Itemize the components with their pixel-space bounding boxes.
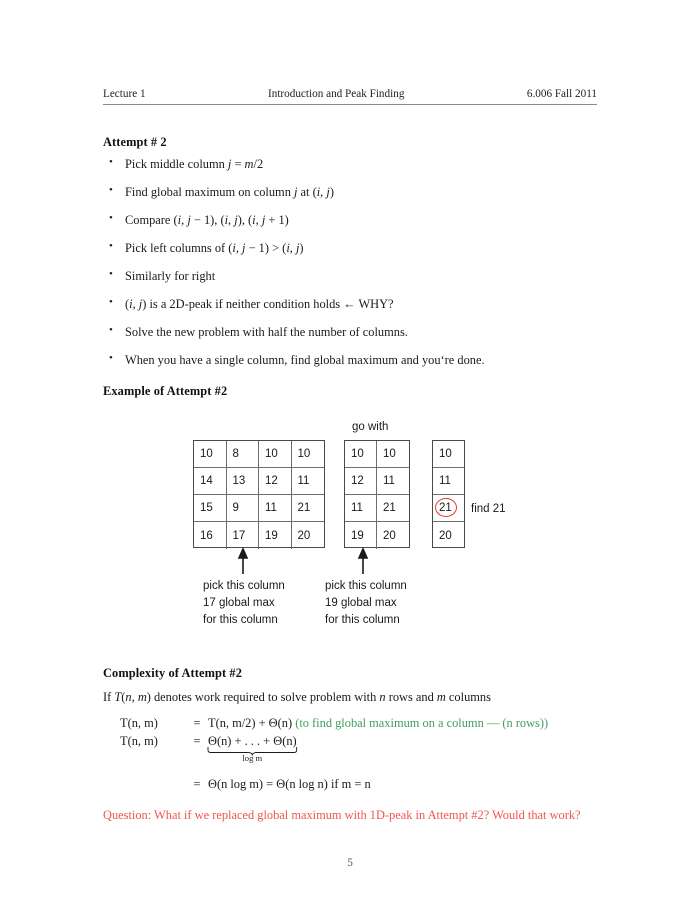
matrix-cell: 8 <box>227 441 260 468</box>
list-item: • When you have a single column, find global maximum and you‘re done. <box>103 354 597 382</box>
matrix-cell: 11 <box>377 468 409 495</box>
table-row <box>194 468 324 495</box>
equation-2-expression: Θ(n) + . . . + Θ(n) <box>208 734 297 748</box>
running-head-left: Lecture 1 <box>103 88 146 100</box>
matrix-full <box>193 440 325 548</box>
table-row <box>345 495 409 522</box>
arrow-head-right <box>359 549 367 558</box>
equation-2-equals: = <box>193 734 201 748</box>
table-row <box>433 468 464 495</box>
example-heading: Example of Attempt #2 <box>103 384 228 398</box>
matrix-cell: 17 <box>227 522 260 549</box>
caption-left-line2: 17 global max <box>203 597 275 609</box>
list-item: • Similarly for right <box>103 270 597 298</box>
caption-left-line1: pick this column <box>203 580 285 592</box>
complexity-heading: Complexity of Attempt #2 <box>103 666 243 680</box>
question-note: Question: What if we replaced global maximum with 1D-peak in Attempt #2? Would that work? <box>103 808 581 822</box>
attempt-bullet-list <box>103 158 597 382</box>
matrix-cell: 12 <box>345 468 377 495</box>
equation-row-1 <box>120 716 548 734</box>
arrow-head-left <box>239 549 247 558</box>
table-row <box>433 441 464 468</box>
complexity-intro: If T(n, m) denotes work required to solve problem with n rows and m columns <box>103 690 491 704</box>
list-item: • Compare (i, j − 1), (i, j), (i, j + 1) <box>103 214 597 242</box>
matrix-cell: 11 <box>433 468 464 495</box>
matrix-cell: 12 <box>259 468 292 495</box>
underbrace-label: log m <box>242 753 263 763</box>
matrix-cell: 11 <box>259 495 292 522</box>
go-with-label: go with <box>352 421 389 433</box>
find-value-label: find 21 <box>471 503 506 515</box>
underbrace-group <box>208 734 297 763</box>
page-number: 5 <box>347 857 353 869</box>
header-rule <box>103 104 597 105</box>
list-item: • Find global maximum on column j at (i, j) <box>103 186 597 214</box>
equation-1-lhs: T(n, m) <box>120 716 158 730</box>
caption-right <box>325 578 407 629</box>
running-head-center: Introduction and Peak Finding <box>268 88 405 100</box>
attempt-heading: Attempt # 2 <box>103 135 167 149</box>
equation-3-rhs: Θ(n log m) = Θ(n log n) if m = n <box>208 777 371 791</box>
table-row <box>194 522 324 549</box>
caption-right-line2: 19 global max <box>325 597 397 609</box>
list-item: • Pick left columns of (i, j − 1) > (i, j) <box>103 242 597 270</box>
caption-right-line3: for this column <box>325 614 400 626</box>
matrix-cell: 19 <box>345 522 377 549</box>
matrix-half <box>344 440 410 548</box>
table-row <box>433 522 464 549</box>
matrix-cell: 11 <box>292 468 324 495</box>
table-row <box>345 441 409 468</box>
matrix-cell: 10 <box>377 441 409 468</box>
table-row <box>345 522 409 549</box>
equation-1-rhs <box>208 716 548 731</box>
equation-row-2 <box>120 734 548 764</box>
equation-3-equals: = <box>193 777 201 791</box>
equation-2-rhs <box>208 734 297 763</box>
matrix-cell: 21 <box>377 495 409 522</box>
equation-1-expression: T(n, m/2) + Θ(n) <box>208 716 293 730</box>
table-row <box>345 468 409 495</box>
table-row <box>194 495 324 522</box>
matrix-cell: 20 <box>383 529 396 542</box>
matrix-cell: 20 <box>439 529 452 542</box>
matrix-cell: 14 <box>194 468 227 495</box>
caption-left <box>203 578 285 629</box>
matrix-cell-highlighted: 21 <box>433 495 464 522</box>
matrix-cell: 21 <box>292 495 324 522</box>
running-head <box>103 88 597 100</box>
matrix-cell: 13 <box>227 468 260 495</box>
complexity-equations <box>120 716 548 795</box>
equation-1-equals: = <box>193 716 201 730</box>
equation-2-lhs: T(n, m) <box>120 734 158 748</box>
table-row <box>194 441 324 468</box>
matrix-cell: 19 <box>259 522 292 549</box>
matrix-cell: 16 <box>194 522 227 549</box>
matrix-cell: 10 <box>345 441 377 468</box>
matrix-cell: 10 <box>433 441 464 468</box>
matrix-single-column <box>432 440 465 548</box>
matrix-cell: 15 <box>194 495 227 522</box>
caption-right-line1: pick this column <box>325 580 407 592</box>
matrix-cell: 10 <box>194 441 227 468</box>
equation-row-3 <box>120 777 548 795</box>
list-item: • (i, j) is a 2D-peak if neither condition holds ← WHY? <box>103 298 597 326</box>
list-item: • Pick middle column j = m/2 <box>103 158 597 186</box>
matrix-cell: 11 <box>345 495 377 522</box>
matrix-cell: 10 <box>259 441 292 468</box>
table-row <box>433 495 464 522</box>
equation-1-note: (to find global maximum on a column — (n rows)) <box>295 716 549 730</box>
matrix-cell: 9 <box>227 495 260 522</box>
matrix-cell: 20 <box>297 529 311 542</box>
caption-left-line3: for this column <box>203 614 278 626</box>
running-head-right: 6.006 Fall 2011 <box>526 88 597 100</box>
list-item: • Solve the new problem with half the number of columns. <box>103 326 597 354</box>
matrix-cell: 10 <box>292 441 324 468</box>
